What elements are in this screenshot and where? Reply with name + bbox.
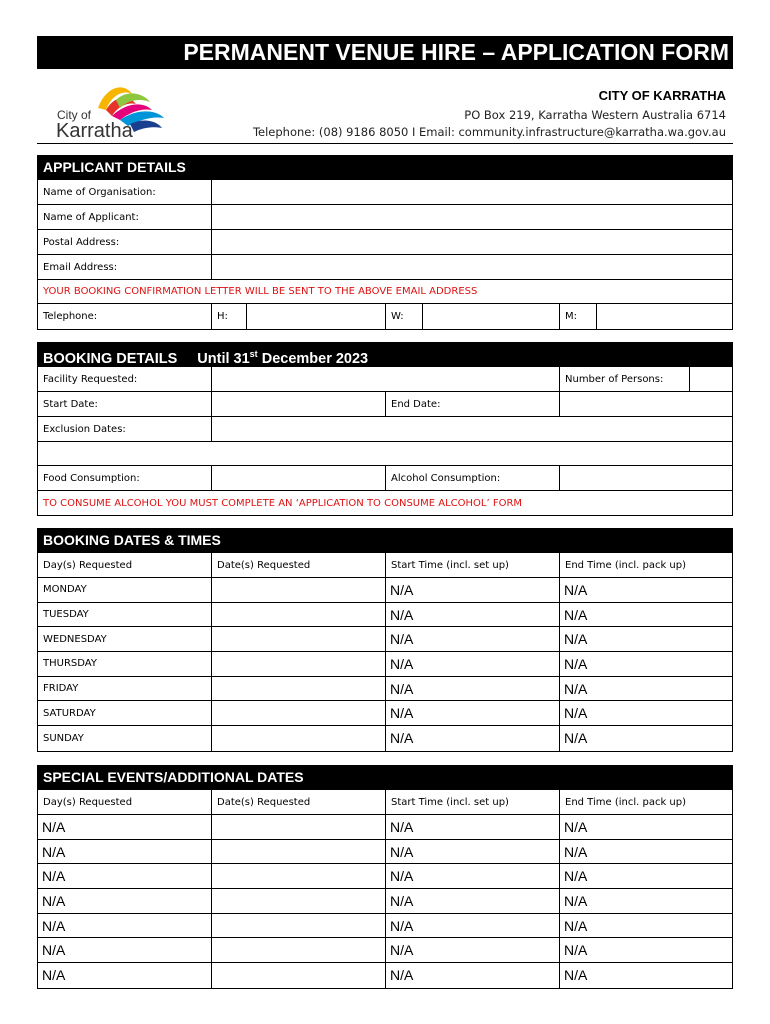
section-applicant-details: APPLICANT DETAILS (37, 155, 733, 180)
date-field[interactable] (211, 677, 385, 701)
end-time-field[interactable]: N/A (559, 677, 732, 701)
table-row (38, 726, 732, 751)
date-field[interactable] (211, 889, 385, 913)
day-cell: MONDAY (43, 584, 87, 596)
day-cell: TUESDAY (43, 609, 89, 621)
end-time-field[interactable]: N/A (559, 840, 732, 864)
logo-text-karratha: Karratha (56, 120, 133, 142)
date-field[interactable] (211, 914, 385, 938)
org-name-label: Name of Organisation: (43, 186, 156, 198)
end-time-field[interactable]: N/A (559, 726, 732, 751)
date-field[interactable] (211, 963, 385, 988)
booking-until (197, 351, 368, 367)
day-cell: WEDNESDAY (43, 633, 107, 645)
special-events-table (37, 790, 733, 989)
table-row (38, 417, 732, 442)
logo-text-city: City of (57, 108, 92, 122)
table-row (38, 392, 732, 417)
end-time-field[interactable]: N/A (559, 889, 732, 913)
day-cell: N/A (42, 967, 66, 984)
home-phone-label: H: (211, 304, 246, 329)
booking-table (37, 367, 733, 516)
alcohol-notice: TO CONSUME ALCOHOL YOU MUST COMPLETE AN ‘APPLICATION TO CONSUME ALCOHOL’ FORM (43, 497, 523, 509)
start-time-field[interactable]: N/A (385, 677, 559, 701)
email-notice: YOUR BOOKING CONFIRMATION LETTER WILL BE SENT TO THE ABOVE EMAIL ADDRESS (43, 286, 478, 297)
dates-times-table (37, 553, 733, 752)
form-title: PERMANENT VENUE HIRE – APPLICATION FORM (37, 36, 733, 69)
day-cell: SUNDAY (43, 732, 84, 744)
postal-address-label: Postal Address: (43, 236, 120, 248)
table-row (38, 367, 732, 392)
org-name: CITY OF KARRATHA (598, 88, 726, 103)
column-header: Day(s) Requested (43, 796, 133, 808)
persons-field[interactable] (689, 367, 732, 391)
table-row (38, 963, 732, 988)
date-field[interactable] (211, 652, 385, 676)
mobile-phone-field[interactable] (596, 304, 732, 329)
telephone-label: Telephone: (43, 311, 98, 322)
applicant-name-field[interactable] (211, 205, 732, 229)
booking-details-heading: BOOKING DETAILS (43, 350, 178, 367)
table-row (38, 627, 732, 652)
exclusion-dates-label: Exclusion Dates: (43, 423, 126, 435)
table-row (38, 603, 732, 628)
day-cell: N/A (42, 942, 66, 959)
end-time-field[interactable]: N/A (559, 603, 732, 627)
table-row (38, 652, 732, 677)
end-time-field[interactable]: N/A (559, 701, 732, 725)
end-time-field[interactable]: N/A (559, 627, 732, 651)
date-field[interactable] (211, 840, 385, 864)
column-header: Start Time (incl. set up) (385, 790, 559, 814)
section-booking-details (37, 342, 733, 367)
start-time-field[interactable]: N/A (385, 889, 559, 913)
alcohol-field[interactable] (559, 466, 732, 490)
column-header: Date(s) Requested (211, 790, 385, 814)
start-time-field[interactable]: N/A (385, 963, 559, 988)
start-time-field[interactable]: N/A (385, 864, 559, 888)
end-time-field[interactable]: N/A (559, 864, 732, 888)
alcohol-label: Alcohol Consumption: (385, 466, 559, 490)
date-field[interactable] (211, 864, 385, 888)
until-sup: st (249, 349, 258, 359)
persons-label: Number of Persons: (559, 367, 689, 391)
table-row (38, 442, 732, 466)
section-booking-dates-times: BOOKING DATES & TIMES (37, 528, 733, 553)
table-row (38, 255, 732, 280)
until-suffix: December 2023 (257, 350, 369, 367)
end-time-field[interactable]: N/A (559, 578, 732, 602)
date-field[interactable] (211, 815, 385, 839)
column-header: End Time (incl. pack up) (559, 790, 732, 814)
start-time-field[interactable]: N/A (385, 938, 559, 962)
day-cell: FRIDAY (43, 683, 79, 695)
mobile-phone-label: M: (559, 304, 596, 329)
work-phone-label: W: (385, 304, 422, 329)
table-row (38, 180, 732, 205)
start-time-field[interactable]: N/A (385, 652, 559, 676)
exclusion-dates-field[interactable] (211, 417, 732, 441)
table-row (38, 491, 732, 515)
start-time-field[interactable]: N/A (385, 914, 559, 938)
column-header: Date(s) Requested (211, 553, 385, 577)
end-time-field[interactable]: N/A (559, 652, 732, 676)
start-date-label: Start Date: (43, 398, 98, 410)
table-row (38, 578, 732, 603)
date-field[interactable] (211, 578, 385, 602)
email-address-field[interactable] (211, 255, 732, 279)
home-phone-field[interactable] (246, 304, 385, 329)
table-row (38, 938, 732, 963)
day-cell: N/A (42, 892, 66, 909)
column-header: Start Time (incl. set up) (385, 553, 559, 577)
start-time-field[interactable]: N/A (385, 840, 559, 864)
end-time-field[interactable]: N/A (559, 963, 732, 988)
food-field[interactable] (211, 466, 385, 490)
header-divider (37, 143, 733, 144)
org-contact: Telephone: (08) 9186 8050 I Email: community.infrastructure@karratha.wa.gov.au (252, 125, 726, 139)
date-field[interactable] (211, 938, 385, 962)
start-time-field[interactable]: N/A (385, 701, 559, 725)
date-field[interactable] (211, 726, 385, 751)
table-row (38, 304, 732, 329)
column-header: Day(s) Requested (43, 559, 133, 571)
date-field[interactable] (211, 701, 385, 725)
date-field[interactable] (211, 627, 385, 651)
work-phone-field[interactable] (422, 304, 559, 329)
day-cell: N/A (42, 843, 66, 860)
table-row (38, 864, 732, 889)
postal-address-field[interactable] (211, 230, 732, 254)
table-header-row (38, 790, 732, 815)
table-row (38, 840, 732, 865)
city-logo (54, 80, 169, 145)
until-prefix: Until 31 (197, 350, 250, 367)
table-row (38, 914, 732, 939)
exclusion-dates-field-2[interactable] (38, 442, 732, 465)
start-time-field[interactable]: N/A (385, 627, 559, 651)
start-time-field[interactable]: N/A (385, 603, 559, 627)
day-cell: N/A (42, 917, 66, 934)
table-row (38, 815, 732, 840)
table-row (38, 466, 732, 491)
email-address-label: Email Address: (43, 261, 118, 273)
end-time-field[interactable]: N/A (559, 938, 732, 962)
day-cell: SATURDAY (43, 707, 96, 719)
day-cell: N/A (42, 868, 66, 885)
section-special-events: SPECIAL EVENTS/ADDITIONAL DATES (37, 765, 733, 790)
end-date-field[interactable] (559, 392, 732, 416)
food-label: Food Consumption: (43, 472, 140, 484)
end-date-label: End Date: (385, 392, 559, 416)
start-time-field[interactable]: N/A (385, 815, 559, 839)
table-row (38, 205, 732, 230)
column-header: End Time (incl. pack up) (559, 553, 732, 577)
end-time-field[interactable]: N/A (559, 815, 732, 839)
facility-field[interactable] (211, 367, 559, 391)
table-row (38, 677, 732, 702)
start-date-field[interactable] (211, 392, 385, 416)
applicant-table (37, 180, 733, 330)
table-row (38, 701, 732, 726)
table-row (38, 889, 732, 914)
org-name-field[interactable] (211, 180, 732, 204)
start-time-field[interactable]: N/A (385, 726, 559, 751)
applicant-name-label: Name of Applicant: (43, 211, 139, 223)
table-row (38, 280, 732, 304)
table-row (38, 230, 732, 255)
facility-label: Facility Requested: (43, 373, 138, 385)
day-cell: N/A (42, 818, 66, 835)
end-time-field[interactable]: N/A (559, 914, 732, 938)
start-time-field[interactable]: N/A (385, 578, 559, 602)
org-address: PO Box 219, Karratha Western Australia 6714 (464, 108, 726, 122)
date-field[interactable] (211, 603, 385, 627)
day-cell: THURSDAY (43, 658, 97, 670)
table-header-row (38, 553, 732, 578)
